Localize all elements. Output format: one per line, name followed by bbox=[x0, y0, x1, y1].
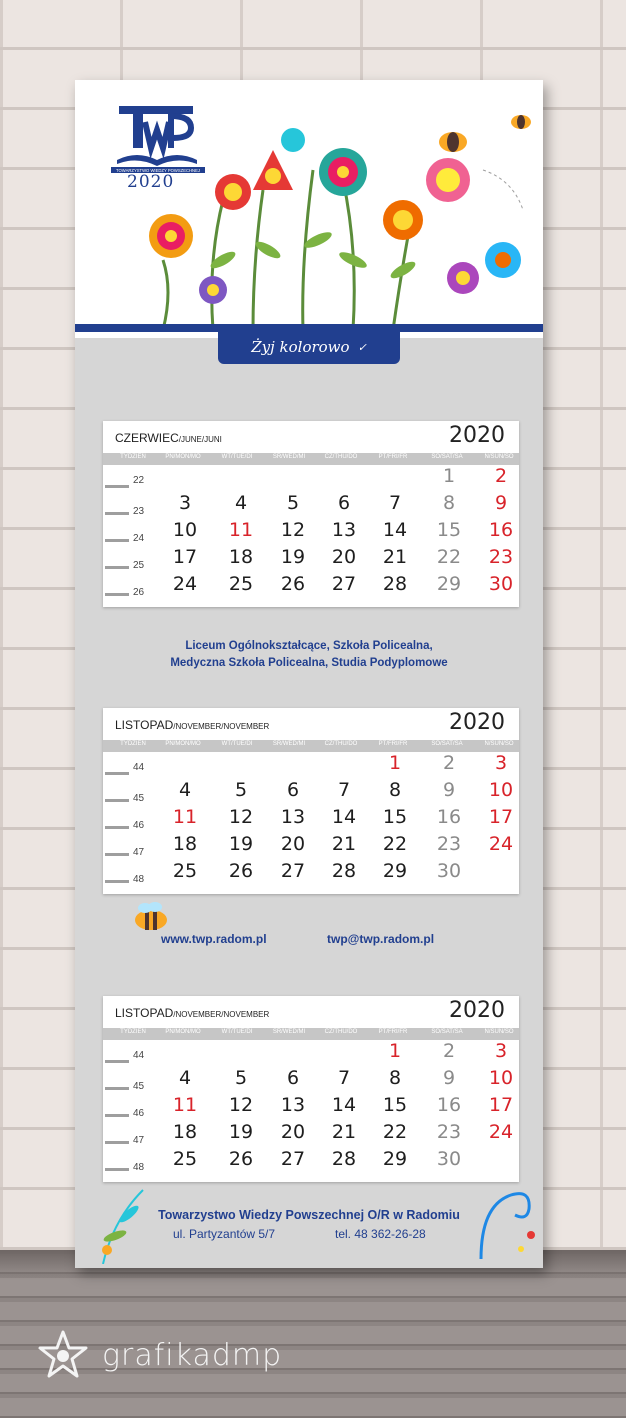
weekday-header-bar bbox=[103, 740, 519, 752]
calendar-day[interactable]: 10 bbox=[488, 779, 514, 801]
calendar-day[interactable]: 9 bbox=[442, 1067, 456, 1089]
weekday-header-bar bbox=[103, 453, 519, 465]
calendar-day[interactable]: 20 bbox=[280, 833, 306, 855]
weekday-header: SO/SAT/SA bbox=[431, 454, 463, 460]
week-bar bbox=[105, 485, 129, 488]
calendar-day[interactable]: 22 bbox=[382, 833, 408, 855]
svg-text:TOWARZYSTWO WIEDZY POWSZECHNEJ: TOWARZYSTWO WIEDZY POWSZECHNEJ bbox=[116, 168, 200, 173]
calendar-day[interactable]: 24 bbox=[488, 833, 514, 855]
week-bar bbox=[105, 772, 129, 775]
week-number: 44 bbox=[133, 1050, 145, 1061]
calendar-day[interactable]: 17 bbox=[488, 806, 514, 828]
weekday-header-bar bbox=[103, 1028, 519, 1040]
weekday-header: PN/MON/MO bbox=[165, 741, 201, 747]
week-number: 23 bbox=[133, 506, 145, 517]
week-bar bbox=[105, 512, 129, 515]
calendar-day[interactable]: 30 bbox=[436, 860, 462, 882]
calendar-day[interactable]: 23 bbox=[488, 546, 514, 568]
calendar-year: 2020 bbox=[449, 423, 505, 448]
schools-line-1: Liceum Ogólnokształcące, Szkoła Policealna, bbox=[185, 640, 433, 652]
calendar-day[interactable]: 3 bbox=[494, 752, 508, 774]
calendar-day[interactable]: 2 bbox=[494, 465, 508, 487]
calendar-day[interactable]: 4 bbox=[178, 779, 192, 801]
motto-text: Żyj kolorowo bbox=[251, 338, 350, 356]
calendar-day[interactable]: 25 bbox=[228, 573, 254, 595]
calendar-day[interactable]: 11 bbox=[228, 519, 254, 541]
calendar-day[interactable]: 2 bbox=[442, 1040, 456, 1062]
week-bar bbox=[105, 1141, 129, 1144]
calendar-day[interactable]: 30 bbox=[436, 1148, 462, 1170]
week-bar bbox=[105, 1168, 129, 1171]
calendar-day[interactable]: 16 bbox=[436, 806, 462, 828]
weekday-header: TYDZIEŃ bbox=[120, 454, 146, 460]
calendar-day[interactable]: 13 bbox=[331, 519, 357, 541]
calendar-day[interactable]: 15 bbox=[382, 1094, 408, 1116]
calendar-day[interactable]: 19 bbox=[228, 833, 254, 855]
weekday-header: CZ/THU/DO bbox=[324, 741, 358, 747]
weekday-header: N/SUN/SO bbox=[484, 454, 514, 460]
calendar-day[interactable]: 4 bbox=[178, 1067, 192, 1089]
week-bar bbox=[105, 853, 129, 856]
calendar-day[interactable]: 11 bbox=[172, 806, 198, 828]
week-bar bbox=[105, 826, 129, 829]
calendar-day[interactable]: 16 bbox=[436, 1094, 462, 1116]
logo-year: 2020 bbox=[127, 172, 175, 192]
week-bar bbox=[105, 1060, 129, 1063]
week-number: 48 bbox=[133, 874, 145, 885]
week-number: 47 bbox=[133, 1135, 145, 1146]
calendar-day[interactable]: 30 bbox=[488, 573, 514, 595]
calendar-header bbox=[75, 80, 543, 338]
month-name: LISTOPAD bbox=[115, 718, 174, 732]
weekday-header: N/SUN/SO bbox=[484, 1029, 514, 1035]
calendar-day[interactable]: 21 bbox=[382, 546, 408, 568]
calendar-day[interactable]: 6 bbox=[286, 779, 300, 801]
week-number: 48 bbox=[133, 1162, 145, 1173]
calendar-day[interactable]: 6 bbox=[337, 492, 351, 514]
month-title bbox=[115, 718, 269, 732]
weekday-header: PT/FRI/FR bbox=[378, 1029, 408, 1035]
weekday-header: SO/SAT/SA bbox=[431, 1029, 463, 1035]
calendar-day[interactable]: 26 bbox=[280, 573, 306, 595]
week-bar bbox=[105, 1114, 129, 1117]
calendar-day[interactable]: 15 bbox=[436, 519, 462, 541]
calendar-day[interactable]: 2 bbox=[442, 752, 456, 774]
calendar-day[interactable]: 10 bbox=[172, 519, 198, 541]
week-bar bbox=[105, 1087, 129, 1090]
calendar-day[interactable]: 20 bbox=[331, 546, 357, 568]
calendar-day[interactable]: 26 bbox=[228, 1148, 254, 1170]
calendar-day[interactable]: 29 bbox=[382, 1148, 408, 1170]
weekday-header: TYDZIEŃ bbox=[120, 741, 146, 747]
week-bar bbox=[105, 799, 129, 802]
weekday-header: WT/TUE/DI bbox=[221, 1029, 253, 1035]
calendar-day[interactable]: 22 bbox=[436, 546, 462, 568]
calendar-day[interactable]: 17 bbox=[172, 546, 198, 568]
calendar-november-1 bbox=[103, 708, 519, 894]
week-bar bbox=[105, 593, 129, 596]
calendar-day[interactable]: 1 bbox=[442, 465, 456, 487]
website-link[interactable]: www.twp.radom.pl bbox=[161, 932, 267, 946]
week-number: 45 bbox=[133, 793, 145, 804]
weekday-header: SO/SAT/SA bbox=[431, 741, 463, 747]
calendar-day[interactable]: 29 bbox=[382, 860, 408, 882]
weekday-header: ŚR/WED/MI bbox=[272, 454, 306, 460]
weekday-header: ŚR/WED/MI bbox=[272, 1029, 306, 1035]
weekday-header: CZ/THU/DO bbox=[324, 454, 358, 460]
swirl-icon: ✓ bbox=[357, 340, 367, 354]
calendar-day[interactable]: 28 bbox=[382, 573, 408, 595]
week-number: 44 bbox=[133, 762, 145, 773]
wall-calendar-poster bbox=[75, 80, 543, 1268]
calendar-day[interactable]: 14 bbox=[331, 806, 357, 828]
calendar-day[interactable]: 8 bbox=[388, 779, 402, 801]
email-link[interactable]: twp@twp.radom.pl bbox=[327, 932, 435, 946]
calendar-day[interactable]: 5 bbox=[234, 1067, 248, 1089]
weekday-header: PT/FRI/FR bbox=[378, 454, 408, 460]
weekday-header: PT/FRI/FR bbox=[378, 741, 408, 747]
week-number: 26 bbox=[133, 587, 145, 598]
calendar-day[interactable]: 25 bbox=[172, 860, 198, 882]
calendar-day[interactable]: 27 bbox=[331, 573, 357, 595]
calendar-day[interactable]: 12 bbox=[280, 519, 306, 541]
weekday-header: WT/TUE/DI bbox=[221, 741, 253, 747]
star-badge-icon bbox=[36, 1328, 90, 1382]
calendar-day[interactable]: 23 bbox=[436, 833, 462, 855]
calendar-year: 2020 bbox=[449, 998, 505, 1023]
weekday-header: TYDZIEŃ bbox=[120, 1029, 146, 1035]
calendar-day[interactable]: 7 bbox=[337, 779, 351, 801]
watermark-logo bbox=[36, 1325, 336, 1385]
calendar-day[interactable]: 8 bbox=[388, 1067, 402, 1089]
calendar-day[interactable]: 26 bbox=[228, 860, 254, 882]
calendar-day[interactable]: 17 bbox=[488, 1094, 514, 1116]
footer-address: ul. Partyzantów 5/7 bbox=[173, 1227, 276, 1241]
calendar-day[interactable]: 6 bbox=[286, 1067, 300, 1089]
calendar-day[interactable]: 20 bbox=[280, 1121, 306, 1143]
calendar-day[interactable]: 3 bbox=[178, 492, 192, 514]
calendar-day[interactable]: 19 bbox=[228, 1121, 254, 1143]
week-bar bbox=[105, 566, 129, 569]
calendar-day[interactable]: 1 bbox=[388, 752, 402, 774]
month-title bbox=[115, 431, 222, 445]
calendar-day[interactable]: 12 bbox=[228, 806, 254, 828]
weekday-header: ŚR/WED/MI bbox=[272, 741, 306, 747]
week-number: 24 bbox=[133, 533, 145, 544]
calendar-november-2 bbox=[103, 996, 519, 1182]
calendar-day[interactable]: 7 bbox=[337, 1067, 351, 1089]
month-name-alt: /JUNE/JUNI bbox=[178, 435, 222, 444]
week-number: 46 bbox=[133, 1108, 145, 1119]
calendar-day[interactable]: 13 bbox=[280, 1094, 306, 1116]
calendar-day[interactable]: 28 bbox=[331, 1148, 357, 1170]
week-bar bbox=[105, 539, 129, 542]
calendar-day[interactable]: 16 bbox=[488, 519, 514, 541]
week-bar bbox=[105, 880, 129, 883]
calendar-day[interactable]: 10 bbox=[488, 1067, 514, 1089]
weekday-header: WT/TUE/DI bbox=[221, 454, 253, 460]
week-number: 25 bbox=[133, 560, 145, 571]
watermark-text: grafikadmp bbox=[102, 1337, 283, 1373]
flower-sprig-left bbox=[93, 1180, 157, 1264]
weekday-header: PN/MON/MO bbox=[165, 454, 201, 460]
calendar-june bbox=[103, 421, 519, 607]
weekday-header: N/SUN/SO bbox=[484, 741, 514, 747]
calendar-day[interactable]: 8 bbox=[442, 492, 456, 514]
footer-phone: tel. 48 362-26-28 bbox=[335, 1227, 426, 1241]
calendar-day[interactable]: 11 bbox=[172, 1094, 198, 1116]
month-name: LISTOPAD bbox=[115, 1006, 174, 1020]
month-name-alt: /NOVEMBER/NOVEMBER bbox=[173, 722, 270, 731]
calendar-day[interactable]: 5 bbox=[286, 492, 300, 514]
calendar-day[interactable]: 3 bbox=[494, 1040, 508, 1062]
month-title bbox=[115, 1006, 269, 1020]
week-number: 47 bbox=[133, 847, 145, 858]
calendar-day[interactable]: 14 bbox=[331, 1094, 357, 1116]
calendar-day[interactable]: 14 bbox=[382, 519, 408, 541]
motto-banner bbox=[218, 330, 400, 364]
calendar-day[interactable]: 21 bbox=[331, 1121, 357, 1143]
calendar-day[interactable]: 27 bbox=[280, 1148, 306, 1170]
calendar-day[interactable]: 18 bbox=[228, 546, 254, 568]
calendar-day[interactable]: 27 bbox=[280, 860, 306, 882]
calendar-day[interactable]: 7 bbox=[388, 492, 402, 514]
calendar-day[interactable]: 29 bbox=[436, 573, 462, 595]
calendar-year: 2020 bbox=[449, 710, 505, 735]
calendar-day[interactable]: 18 bbox=[172, 833, 198, 855]
calendar-day[interactable]: 13 bbox=[280, 806, 306, 828]
footer-organization: Towarzystwo Wiedzy Powszechnej O/R w Radomiu bbox=[158, 1208, 460, 1222]
calendar-day[interactable]: 19 bbox=[280, 546, 306, 568]
folk-flower-illustration bbox=[103, 110, 543, 330]
calendar-day[interactable]: 12 bbox=[228, 1094, 254, 1116]
calendar-day[interactable]: 25 bbox=[172, 1148, 198, 1170]
calendar-day[interactable]: 24 bbox=[172, 573, 198, 595]
calendar-day[interactable]: 15 bbox=[382, 806, 408, 828]
bee-icon bbox=[127, 900, 171, 932]
week-number: 22 bbox=[133, 475, 145, 486]
calendar-day[interactable]: 22 bbox=[382, 1121, 408, 1143]
calendar-day[interactable]: 21 bbox=[331, 833, 357, 855]
calendar-day[interactable]: 18 bbox=[172, 1121, 198, 1143]
calendar-day[interactable]: 5 bbox=[234, 779, 248, 801]
calendar-day[interactable]: 9 bbox=[494, 492, 508, 514]
weekday-header: CZ/THU/DO bbox=[324, 1029, 358, 1035]
calendar-day[interactable]: 9 bbox=[442, 779, 456, 801]
month-name: CZERWIEC bbox=[115, 431, 179, 445]
week-number: 46 bbox=[133, 820, 145, 831]
week-number: 45 bbox=[133, 1081, 145, 1092]
calendar-day[interactable]: 23 bbox=[436, 1121, 462, 1143]
month-name-alt: /NOVEMBER/NOVEMBER bbox=[173, 1010, 270, 1019]
weekday-header: PN/MON/MO bbox=[165, 1029, 201, 1035]
calendar-day[interactable]: 1 bbox=[388, 1040, 402, 1062]
calendar-day[interactable]: 4 bbox=[234, 492, 248, 514]
schools-line-2: Medyczna Szkoła Policealna, Studia Podyplomowe bbox=[170, 657, 448, 669]
calendar-day[interactable]: 24 bbox=[488, 1121, 514, 1143]
calendar-day[interactable]: 28 bbox=[331, 860, 357, 882]
